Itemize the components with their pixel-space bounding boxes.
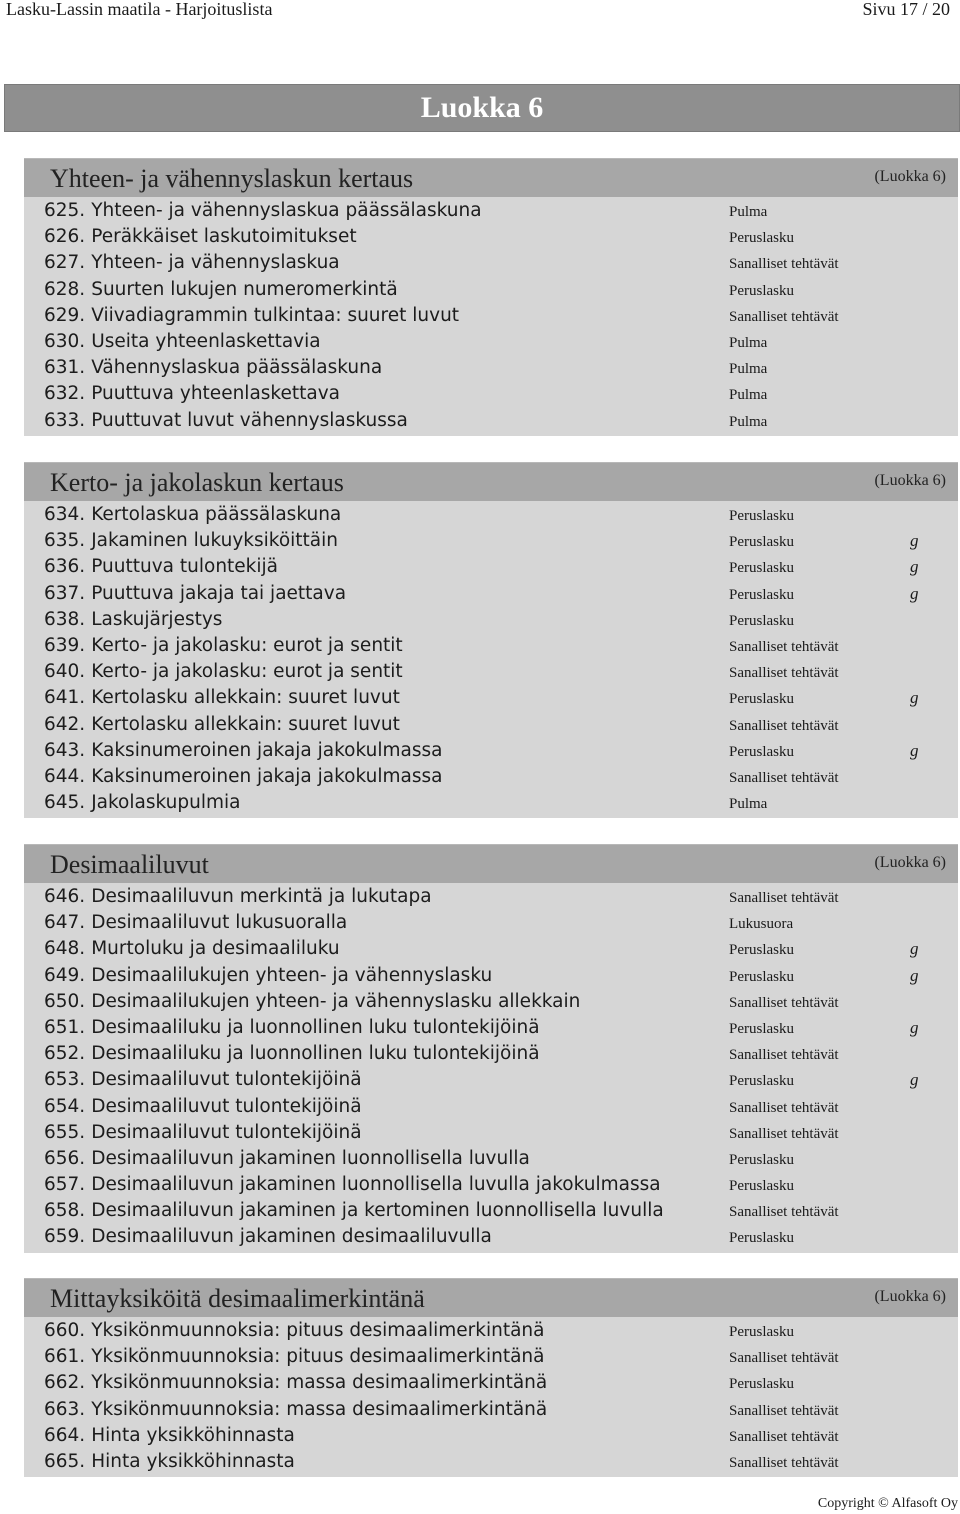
exercise-row[interactable] (24, 789, 958, 815)
exercise-name: Kertolasku allekkain: suuret luvut (91, 687, 400, 709)
exercise-type: Sanalliset tehtävät (729, 1204, 839, 1221)
exercise-mark: g (910, 531, 919, 551)
exercise-number: 625. (44, 200, 86, 221)
exercise-row[interactable] (24, 249, 958, 275)
exercise-number: 651. (44, 1016, 86, 1038)
exercise-type: Peruslasku (729, 1020, 794, 1037)
exercise-row[interactable] (24, 606, 958, 632)
exercise-name: Useita yhteenlaskettavia (91, 330, 321, 352)
exercise-type: Peruslasku (729, 1376, 794, 1393)
exercise-name: Yhteen- ja vähennyslaskua päässälaskuna (91, 200, 482, 221)
exercise-number: 654. (44, 1095, 86, 1117)
exercise-type: Peruslasku (729, 1230, 794, 1247)
exercise-name: Yksikönmuunnoksia: pituus desimaalimerkintänä (91, 1320, 545, 1341)
section-header (24, 844, 958, 883)
exercise-name: Desimaaliluvut lukusuoralla (91, 912, 348, 934)
exercise-title (44, 1225, 492, 1249)
exercise-type: Pulma (729, 204, 768, 220)
exercise-row[interactable] (24, 276, 958, 302)
exercise-name: Puuttuvat luvut vähennyslaskussa (91, 409, 408, 431)
exercise-title (44, 713, 400, 737)
exercise-row[interactable] (24, 223, 958, 249)
exercise-type: Peruslasku (729, 1324, 794, 1340)
exercise-row[interactable] (24, 1040, 958, 1066)
section (24, 462, 958, 818)
section-title: Yhteen- ja vähennyslaskun kertaus (50, 164, 414, 193)
exercise-row[interactable] (24, 883, 958, 909)
exercise-type: Peruslasku (729, 586, 794, 603)
exercise-type: Sanalliset tehtävät (729, 1125, 839, 1142)
exercise-list (24, 501, 958, 818)
exercise-number: 650. (44, 990, 86, 1012)
exercise-row[interactable] (24, 1223, 958, 1249)
section-grade-label: (Luokka 6) (874, 1288, 946, 1305)
exercise-name: Hinta yksikköhinnasta (91, 1450, 295, 1472)
exercise-number: 649. (44, 964, 86, 986)
exercise-title (44, 555, 278, 579)
exercise-name: Laskujärjestys (91, 608, 223, 630)
exercise-type: Sanalliset tehtävät (729, 717, 839, 734)
section-header (24, 462, 958, 501)
exercise-title (44, 1450, 295, 1474)
section-title: Kerto- ja jakolaskun kertaus (50, 468, 344, 497)
exercise-row[interactable] (24, 988, 958, 1014)
exercise-row[interactable] (24, 935, 958, 961)
exercise-number: 662. (44, 1372, 86, 1394)
exercise-name: Vähennyslaskua päässälaskuna (91, 357, 383, 379)
section-grade-label: (Luokka 6) (874, 472, 946, 489)
exercise-title (44, 1199, 664, 1223)
exercise-row[interactable] (24, 1396, 958, 1422)
exercise-name: Yksikönmuunnoksia: pituus desimaalimerkintänä (91, 1346, 545, 1368)
exercise-row[interactable] (24, 962, 958, 988)
exercise-row[interactable] (24, 632, 958, 658)
exercise-title (44, 1016, 540, 1040)
exercise-name: Peräkkäiset laskutoimitukset (91, 226, 357, 248)
exercise-number: 631. (44, 357, 86, 379)
exercise-number: 647. (44, 912, 86, 934)
exercise-type: Sanalliset tehtävät (729, 1454, 839, 1471)
exercise-row[interactable] (24, 1369, 958, 1395)
exercise-title (44, 199, 482, 223)
exercise-row[interactable] (24, 909, 958, 935)
exercise-title (44, 885, 432, 909)
exercise-title (44, 503, 341, 527)
exercise-name: Yksikönmuunnoksia: massa desimaalimerkintänä (91, 1372, 548, 1394)
exercise-type: Peruslasku (729, 560, 794, 577)
exercise-type: Pulma (729, 361, 768, 378)
exercise-type: Peruslasku (729, 534, 794, 551)
exercise-title (44, 529, 338, 553)
exercise-list (24, 1317, 958, 1477)
exercise-type: Pulma (729, 334, 768, 351)
exercise-title (44, 1147, 530, 1171)
exercise-row[interactable] (24, 658, 958, 684)
exercise-number: 634. (44, 504, 86, 525)
exercise-number: 641. (44, 687, 86, 709)
section-title: Desimaaliluvut (50, 850, 209, 879)
exercise-title (44, 660, 403, 684)
exercise-title (44, 356, 382, 380)
exercise-number: 627. (44, 252, 86, 274)
exercise-name: Desimaalilukujen yhteen- ja vähennyslasku allekkain (91, 990, 581, 1012)
exercise-title (44, 382, 340, 406)
exercise-title (44, 278, 398, 302)
exercise-row[interactable] (24, 1145, 958, 1171)
exercise-type: Peruslasku (729, 230, 794, 247)
exercise-type: Sanalliset tehtävät (729, 256, 839, 273)
exercise-type: Peruslasku (729, 1151, 794, 1168)
section (24, 1278, 958, 1477)
exercise-name: Desimaaliluvun jakaminen desimaaliluvulla (91, 1226, 492, 1248)
exercise-number: 644. (44, 765, 86, 787)
document-title: Lasku-Lassin maatila - Harjoituslista (6, 0, 273, 19)
exercise-row[interactable] (24, 1014, 958, 1040)
exercise-title (44, 791, 240, 815)
section (24, 158, 958, 436)
exercise-type: Sanalliset tehtävät (729, 308, 839, 325)
exercise-row[interactable] (24, 763, 958, 789)
exercise-name: Desimaaliluku ja luonnollinen luku tulontekijöinä (91, 1043, 540, 1065)
exercise-title (44, 990, 580, 1014)
exercise-row[interactable] (24, 1317, 958, 1343)
exercise-number: 646. (44, 886, 86, 907)
exercise-type: Pulma (729, 796, 768, 813)
exercise-number: 661. (44, 1346, 86, 1368)
exercise-type: Sanalliset tehtävät (729, 1350, 839, 1367)
exercise-mark: g (910, 965, 919, 985)
exercise-type: Peruslasku (729, 282, 794, 299)
exercise-mark: g (910, 1070, 919, 1090)
exercise-type: Peruslasku (729, 1073, 794, 1090)
exercise-number: 633. (44, 409, 86, 431)
exercise-row[interactable] (24, 197, 958, 223)
exercise-row[interactable] (24, 711, 958, 737)
exercise-type: Sanalliset tehtävät (729, 994, 839, 1011)
exercise-number: 636. (44, 556, 86, 578)
exercise-list (24, 883, 958, 1253)
page-number: Sivu 17 / 20 (862, 0, 950, 19)
exercise-mark: g (910, 688, 919, 708)
exercise-number: 664. (44, 1424, 86, 1446)
exercise-title (44, 765, 442, 789)
exercise-type: Sanalliset tehtävät (729, 1099, 839, 1116)
exercise-title (44, 964, 492, 988)
exercise-title (44, 1424, 295, 1448)
exercise-row[interactable] (24, 407, 958, 433)
exercise-name: Viivadiagrammin tulkintaa: suuret luvut (91, 304, 460, 326)
exercise-name: Desimaalilukujen yhteen- ja vähennyslasku (91, 964, 493, 986)
exercise-list (24, 197, 958, 436)
exercise-type: Peruslasku (729, 968, 794, 985)
exercise-number: 653. (44, 1069, 86, 1091)
exercise-row[interactable] (24, 354, 958, 380)
exercise-mark: g (910, 583, 919, 603)
exercise-name: Desimaaliluvut tulontekijöinä (91, 1095, 362, 1117)
exercise-number: 637. (44, 582, 86, 604)
exercise-name: Desimaaliluvut tulontekijöinä (91, 1121, 362, 1143)
exercise-title (44, 1345, 545, 1369)
exercise-title (44, 330, 321, 354)
exercise-row[interactable] (24, 1066, 958, 1092)
exercise-title (44, 1095, 362, 1119)
exercise-title (44, 1173, 661, 1197)
exercise-row[interactable] (24, 1093, 958, 1119)
exercise-name: Puuttuva jakaja tai jaettava (91, 582, 347, 604)
exercise-number: 626. (44, 226, 86, 248)
exercise-mark: g (910, 740, 919, 760)
exercise-type: Peruslasku (729, 612, 794, 629)
exercise-number: 645. (44, 792, 86, 814)
exercise-number: 659. (44, 1226, 86, 1248)
exercise-title (44, 225, 357, 249)
exercise-number: 630. (44, 330, 86, 352)
exercise-name: Jakolaskupulmia (91, 792, 241, 814)
exercise-number: 643. (44, 739, 86, 761)
exercise-number: 663. (44, 1398, 86, 1420)
exercise-name: Desimaaliluvun jakaminen luonnollisella luvulla jakokulmassa (91, 1174, 661, 1196)
exercise-name: Kerto- ja jakolasku: eurot ja sentit (91, 661, 403, 683)
copyright-footer: Copyright © Alfasoft Oy (817, 1496, 958, 1511)
exercise-title (44, 582, 346, 606)
exercise-name: Murtoluku ja desimaaliluku (91, 938, 340, 960)
exercise-row[interactable] (24, 1448, 958, 1474)
exercise-number: 657. (44, 1174, 86, 1196)
exercise-name: Kaksinumeroinen jakaja jakokulmassa (91, 739, 443, 761)
exercise-title (44, 1398, 547, 1422)
exercise-name: Kerto- ja jakolasku: eurot ja sentit (91, 634, 403, 656)
exercise-name: Desimaaliluvut tulontekijöinä (91, 1069, 362, 1091)
exercise-type: Pulma (729, 413, 768, 430)
exercise-row[interactable] (24, 328, 958, 354)
exercise-title (44, 739, 442, 763)
exercise-name: Hinta yksikköhinnasta (91, 1424, 295, 1446)
exercise-type: Sanalliset tehtävät (729, 1402, 839, 1419)
exercise-title (44, 911, 347, 935)
exercise-row[interactable] (24, 527, 958, 553)
exercise-title (44, 1068, 362, 1092)
exercise-number: 660. (44, 1320, 86, 1341)
exercise-name: Puuttuva yhteenlaskettava (91, 383, 340, 405)
exercise-row[interactable] (24, 501, 958, 527)
exercise-name: Yhteen- ja vähennyslaskua (91, 252, 340, 274)
exercise-number: 628. (44, 278, 86, 300)
exercise-title (44, 1371, 547, 1395)
exercise-name: Suurten lukujen numeromerkintä (91, 278, 398, 300)
exercise-name: Jakaminen lukuyksiköittäin (91, 530, 338, 552)
exercise-title (44, 1121, 362, 1145)
exercise-number: 665. (44, 1450, 86, 1472)
exercise-number: 635. (44, 530, 86, 552)
exercise-title (44, 634, 403, 658)
exercise-name: Desimaaliluvun jakaminen luonnollisella luvulla (91, 1147, 530, 1169)
exercise-name: Desimaaliluvun jakaminen ja kertominen luonnollisella luvulla (91, 1200, 664, 1222)
exercise-type: Sanalliset tehtävät (729, 1047, 839, 1064)
exercise-type: Pulma (729, 387, 768, 404)
exercise-title (44, 686, 400, 710)
exercise-name: Desimaaliluvun merkintä ja lukutapa (91, 886, 432, 907)
exercise-row[interactable] (24, 1197, 958, 1223)
exercise-type: Peruslasku (729, 508, 794, 524)
exercise-row[interactable] (24, 1119, 958, 1145)
exercise-title (44, 304, 459, 328)
exercise-name: Desimaaliluku ja luonnollinen luku tulontekijöinä (91, 1016, 540, 1038)
section-grade-label: (Luokka 6) (874, 854, 946, 871)
exercise-number: 640. (44, 661, 86, 683)
section-header (24, 158, 958, 197)
exercise-type: Sanalliset tehtävät (729, 769, 839, 786)
exercise-title (44, 251, 340, 275)
exercise-row[interactable] (24, 1171, 958, 1197)
exercise-type: Peruslasku (729, 1178, 794, 1195)
exercise-type: Peruslasku (729, 743, 794, 760)
exercise-name: Kertolaskua päässälaskuna (91, 504, 342, 525)
exercise-type: Sanalliset tehtävät (729, 1428, 839, 1445)
exercise-row[interactable] (24, 302, 958, 328)
exercise-title (44, 1042, 540, 1066)
exercise-number: 655. (44, 1121, 86, 1143)
exercise-name: Puuttuva tulontekijä (91, 556, 279, 578)
exercise-type: Peruslasku (729, 691, 794, 708)
section-title: Mittayksiköitä desimaalimerkintänä (50, 1284, 425, 1313)
exercise-number: 639. (44, 634, 86, 656)
exercise-mark: g (910, 557, 919, 577)
exercise-name: Kertolasku allekkain: suuret luvut (91, 713, 400, 735)
exercise-number: 656. (44, 1147, 86, 1169)
exercise-number: 658. (44, 1200, 86, 1222)
section (24, 844, 958, 1253)
exercise-row[interactable] (24, 1343, 958, 1369)
exercise-type: Sanalliset tehtävät (729, 638, 839, 655)
exercise-name: Yksikönmuunnoksia: massa desimaalimerkintänä (91, 1398, 548, 1420)
exercise-row[interactable] (24, 553, 958, 579)
exercise-row[interactable] (24, 684, 958, 710)
exercise-number: 638. (44, 608, 86, 630)
exercise-row[interactable] (24, 380, 958, 406)
exercise-type: Lukusuora (729, 916, 794, 933)
page-header (0, 0, 960, 18)
exercise-title (44, 409, 408, 433)
exercise-number: 629. (44, 304, 86, 326)
exercise-row[interactable] (24, 737, 958, 763)
exercise-title (44, 937, 340, 961)
section-header (24, 1278, 958, 1317)
exercise-type: Sanalliset tehtävät (729, 665, 839, 682)
exercise-number: 648. (44, 938, 86, 960)
exercise-mark: g (910, 939, 919, 959)
exercise-name: Kaksinumeroinen jakaja jakokulmassa (91, 765, 443, 787)
exercise-title (44, 1319, 545, 1343)
exercise-row[interactable] (24, 580, 958, 606)
exercise-type: Peruslasku (729, 942, 794, 959)
exercise-number: 632. (44, 383, 86, 405)
grade-banner: Luokka 6 (4, 84, 960, 132)
exercise-type: Sanalliset tehtävät (729, 890, 839, 906)
exercise-row[interactable] (24, 1422, 958, 1448)
exercise-title (44, 608, 222, 632)
exercise-mark: g (910, 1017, 919, 1037)
section-grade-label: (Luokka 6) (874, 168, 946, 185)
exercise-number: 642. (44, 713, 86, 735)
exercise-number: 652. (44, 1043, 86, 1065)
